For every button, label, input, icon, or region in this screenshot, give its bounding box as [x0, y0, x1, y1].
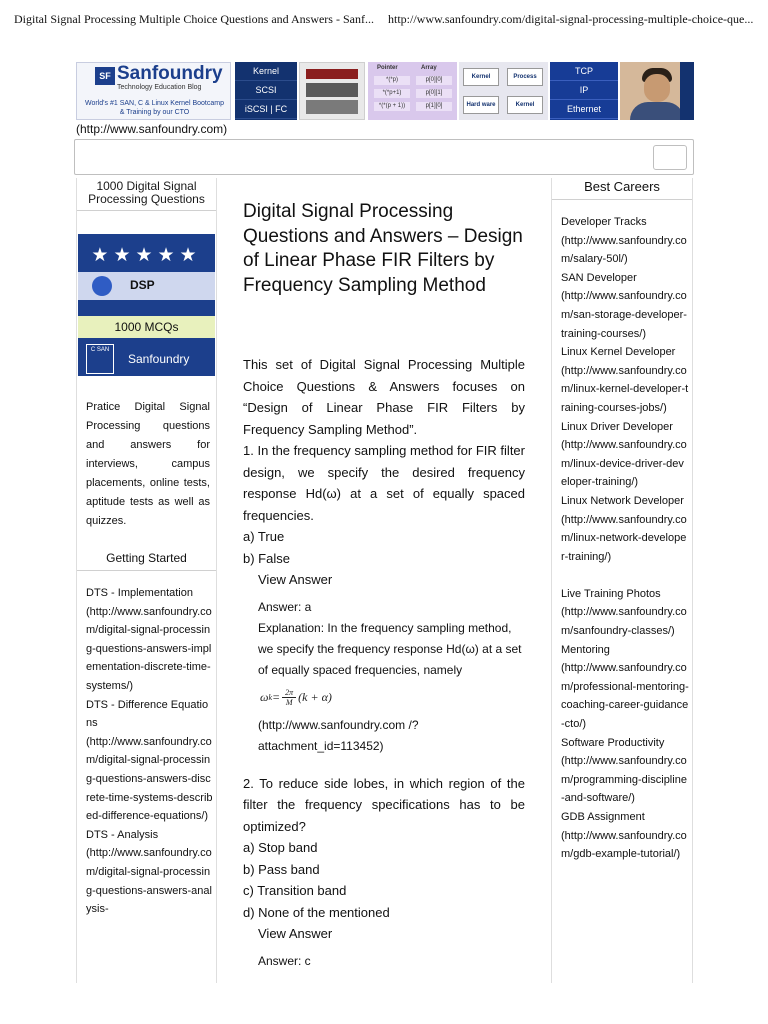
option: a) Stop band — [243, 840, 318, 855]
link-url[interactable]: (http://www.sanfoundry.com/salary-50l/) — [561, 234, 687, 266]
career-link-item[interactable] — [561, 418, 689, 492]
career-link-item[interactable] — [561, 492, 689, 566]
answer-text: Answer: a — [258, 599, 312, 614]
option: a) True — [243, 529, 285, 544]
formula-num: 2π — [285, 688, 294, 697]
career-link-item[interactable] — [561, 808, 689, 864]
view-answer-button[interactable]: View Answer — [258, 926, 333, 941]
pointer-ad-cell: p[1][0] — [416, 102, 452, 111]
site-logo[interactable] — [76, 62, 231, 120]
server-rack-icon — [306, 100, 358, 114]
kernel-ad[interactable] — [235, 62, 297, 120]
link-url[interactable]: (http://www.sanfoundry.com/digital-signal-processing-questions-answers-analysis- — [86, 847, 212, 916]
link-url[interactable]: (http://www.sanfoundry.com/digital-signal-processing-questions-answers-implementation-discrete-time-systems/) — [86, 605, 212, 692]
question-2: 2. To reduce side lobes, in which region of the filter the frequency specifications has to be optimized? — [243, 775, 525, 834]
left-description: Pratice Digital Signal Processing questions and answers for interviews, campus placements, online tests, aptitude tests as well as quizzes. — [86, 401, 210, 527]
print-header — [14, 12, 759, 32]
logo-badge: SF — [95, 67, 115, 85]
career-link-item[interactable] — [561, 734, 689, 808]
link-label[interactable]: Linux Kernel Developer — [561, 346, 676, 359]
formula-lhs: ω — [260, 690, 269, 704]
link-url[interactable]: (http://www.sanfoundry.com/linux-kernel-developer-training-courses-jobs/) — [561, 364, 689, 414]
kernel-ad-line: Kernel — [235, 62, 297, 81]
career-link-list — [561, 213, 689, 864]
link-label[interactable]: DTS - Analysis — [86, 828, 159, 841]
book-brand — [78, 342, 215, 376]
hardware-ad[interactable] — [459, 62, 548, 120]
left-sidebar — [76, 178, 217, 983]
link-url[interactable]: (http://www.sanfoundry.com/sanfoundry-classes/) — [561, 606, 687, 638]
option: b) Pass band — [243, 861, 320, 877]
formula-image[interactable]: ω k = $\frac{2\pi}{M}$ (k + α) — [260, 688, 332, 707]
print-page-url: http://www.sanfoundry.com/digital-signal-processing-multiple-choice-que... — [388, 12, 754, 26]
home-link[interactable]: (http://www.sanfoundry.com) — [76, 122, 228, 136]
option: c) Transition band — [243, 883, 347, 898]
answer-panel — [243, 951, 525, 972]
pointer-ad-cell: *(*p) — [374, 76, 410, 85]
page-title: Digital Signal Processing Questions and Answers – Design of Linear Phase FIR Filters by Frequency Sampling Method — [243, 201, 523, 296]
book-brand-name: Sanfoundry — [128, 352, 190, 366]
search-input[interactable] — [74, 139, 694, 175]
link-label[interactable]: DTS - Implementation — [86, 587, 193, 599]
hw-ad-box: Kernel — [463, 68, 499, 86]
link-url[interactable]: (http://www.sanfoundry.com/professional-mentoring-coaching-career-guidance-cto/) — [561, 662, 689, 731]
mini-logo: C SAN — [86, 344, 114, 374]
hw-ad-box: Hard ware — [463, 96, 499, 114]
left-sidebar-title: 1000 Digital Signal Processing Questions — [77, 178, 216, 211]
article-body — [243, 354, 525, 972]
question-1: 1. In the frequency sampling method for FIR filter design, we specify the desired frequency response Hd(ω) at a set of equally spaced frequencies. — [243, 443, 525, 523]
book-mcq-label: 1000 MCQs — [78, 316, 215, 338]
career-link-item[interactable] — [561, 585, 689, 641]
hw-ad-box: Process — [507, 68, 543, 86]
book-subject-band — [78, 272, 215, 300]
formula-rhs: (k + α) — [298, 690, 332, 704]
search-button[interactable] — [653, 145, 687, 170]
network-ad-line: TCP — [550, 62, 618, 81]
link-url[interactable]: (http://www.sanfoundry.com/linux-network-developer-training/) — [561, 513, 687, 563]
left-link-item[interactable] — [86, 584, 214, 696]
link-label[interactable]: Mentoring — [561, 643, 610, 656]
formula-fraction — [282, 688, 296, 707]
career-link-item[interactable] — [561, 343, 689, 417]
server-rack-icon — [306, 83, 358, 97]
instructor-photo[interactable] — [620, 62, 694, 120]
hw-ad-box: Kernel — [507, 96, 543, 114]
print-page-title: Digital Signal Processing Multiple Choice Questions and Answers - Sanf... — [14, 12, 374, 26]
server-rack-icon — [306, 69, 358, 79]
kernel-ad-line: SCSI — [235, 81, 297, 100]
dsp-book-cover[interactable] — [78, 234, 215, 376]
logo-name: Sanfoundry — [117, 63, 223, 84]
pointer-ad-cell: *(*(p + 1)) — [374, 102, 410, 111]
link-label[interactable]: Live Training Photos — [561, 587, 661, 600]
book-subject: DSP — [130, 278, 155, 292]
logo-tagline: Technology Education Blog — [117, 84, 202, 91]
network-ad-line: IP — [550, 81, 618, 100]
right-sidebar-title: Best Careers — [552, 178, 692, 200]
link-url[interactable]: (http://www.sanfoundry.com/digital-signal-processing-questions-answers-discrete-time-systems-described-difference-equations/) — [86, 735, 213, 823]
network-ad-line: Ethernet — [550, 100, 618, 119]
pointer-ad-cell: p[0][1] — [416, 89, 452, 98]
network-ad[interactable] — [550, 62, 618, 120]
link-url[interactable]: (http://www.sanfoundry.com/programming-discipline-and-software/) — [561, 755, 687, 805]
explanation-text: Explanation: In the frequency sampling method, we specify the frequency response Hd(ω) at a set of equally spaced frequencies, namely — [258, 620, 522, 677]
pointer-ad-head: Pointer — [377, 65, 398, 71]
link-label[interactable]: SAN Developer — [561, 271, 637, 284]
header-banner — [76, 62, 694, 120]
formula-sub: k — [268, 693, 273, 702]
link-label[interactable]: Linux Driver Developer — [561, 420, 673, 433]
getting-started-heading: Getting Started — [77, 540, 216, 571]
view-answer-button[interactable]: View Answer — [258, 572, 333, 587]
link-label[interactable]: DTS - Difference Equations — [86, 698, 209, 730]
disc-icon — [92, 276, 112, 296]
left-link-item[interactable] — [86, 696, 214, 826]
pointer-ad-cell: p[0][0] — [416, 76, 452, 85]
kernel-ad-line: iSCSI | FC — [235, 100, 297, 119]
right-sidebar — [551, 178, 693, 983]
option: b) False — [243, 550, 290, 566]
link-url[interactable]: (http://www.sanfoundry.com/gdb-example-tutorial/) — [561, 829, 687, 861]
logo-slogan: World's #1 SAN, C & Linux Kernel Bootcamp & Training by our CTO — [85, 100, 224, 116]
link-label[interactable]: GDB Assignment — [561, 811, 645, 823]
server-ad-image[interactable] — [299, 62, 365, 120]
pointer-ad-cell: *(*p+1) — [374, 89, 410, 98]
stars-icon: ★★★★★ — [91, 245, 202, 266]
option: d) None of the mentioned — [243, 904, 390, 920]
career-link-item[interactable] — [561, 213, 689, 269]
link-label[interactable]: Linux Network Developer — [561, 494, 684, 507]
link-url[interactable]: (http://www.sanfoundry.com/san-storage-developer-training-courses/) — [561, 290, 687, 340]
main-article — [234, 178, 534, 983]
attachment-link[interactable]: (http://www.sanfoundry.com /?attachment_id=113452) — [258, 717, 419, 753]
career-link-item[interactable] — [561, 641, 689, 734]
link-label[interactable]: Software Productivity — [561, 736, 665, 749]
answer-panel — [243, 597, 525, 757]
intro-paragraph: This set of Digital Signal Processing Multiple Choice Questions & Answers focuses on “Design of Linear Phase FIR Filters by Frequency Sampling Method”. — [243, 357, 525, 437]
pointer-array-ad[interactable] — [368, 62, 457, 120]
pointer-ad-head: Array — [421, 65, 437, 71]
answer-text: Answer: c — [258, 953, 311, 968]
left-link-item[interactable] — [86, 826, 214, 919]
formula-den: M — [285, 698, 293, 707]
link-label[interactable]: Developer Tracks — [561, 216, 647, 228]
career-link-item[interactable] — [561, 269, 689, 343]
left-link-list — [86, 584, 214, 919]
link-url[interactable]: (http://www.sanfoundry.com/linux-device-driver-developer-training/) — [561, 439, 687, 489]
